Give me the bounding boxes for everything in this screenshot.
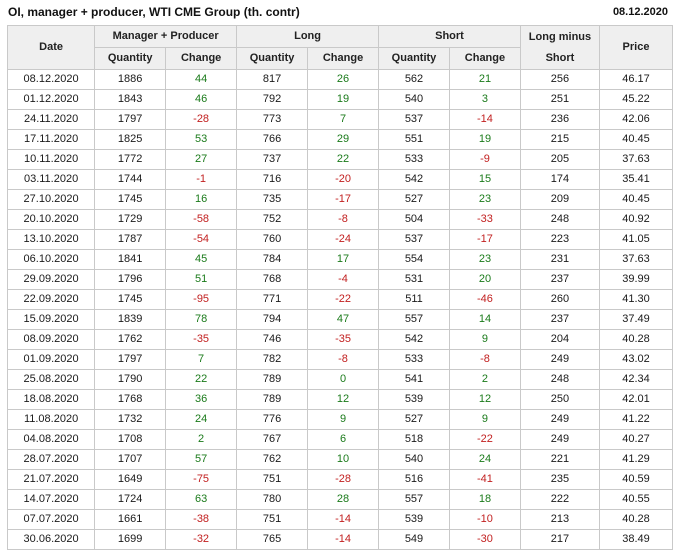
cell-long-minus-short: 222 <box>520 490 599 510</box>
cell-date: 18.08.2020 <box>8 390 95 410</box>
cell-price: 37.63 <box>600 150 673 170</box>
cell-short-change: 23 <box>449 250 520 270</box>
cell-short-quantity: 516 <box>379 470 450 490</box>
cell-long-quantity: 789 <box>237 370 308 390</box>
cell-long-quantity: 792 <box>237 90 308 110</box>
cell-long-quantity: 773 <box>237 110 308 130</box>
table-group-header-row <box>8 26 673 48</box>
cell-mp-change: -75 <box>166 470 237 490</box>
cell-long-change: -14 <box>308 530 379 550</box>
cell-long-quantity: 784 <box>237 250 308 270</box>
cell-short-quantity: 504 <box>379 210 450 230</box>
cell-date: 15.09.2020 <box>8 310 95 330</box>
cell-short-quantity: 540 <box>379 450 450 470</box>
cell-short-quantity: 540 <box>379 90 450 110</box>
cell-long-quantity: 746 <box>237 330 308 350</box>
cell-short-change: -33 <box>449 210 520 230</box>
cell-mp-quantity: 1649 <box>95 470 166 490</box>
cell-mp-quantity: 1745 <box>95 190 166 210</box>
cell-short-quantity: 531 <box>379 270 450 290</box>
column-header-long-minus-short: Long minus Short <box>520 26 599 70</box>
table-row <box>8 470 673 490</box>
cell-short-change: 9 <box>449 330 520 350</box>
cell-long-minus-short: 250 <box>520 390 599 410</box>
cell-long-change: -8 <box>308 210 379 230</box>
cell-long-change: 12 <box>308 390 379 410</box>
cell-mp-quantity: 1744 <box>95 170 166 190</box>
table-row <box>8 510 673 530</box>
cell-short-quantity: 533 <box>379 150 450 170</box>
cell-long-quantity: 751 <box>237 470 308 490</box>
cell-price: 42.01 <box>600 390 673 410</box>
cell-mp-quantity: 1886 <box>95 70 166 90</box>
cell-price: 40.92 <box>600 210 673 230</box>
table-row <box>8 190 673 210</box>
cell-long-quantity: 771 <box>237 290 308 310</box>
cell-price: 39.99 <box>600 270 673 290</box>
cell-mp-change: -28 <box>166 110 237 130</box>
column-group-manager-producer: Manager + Producer <box>95 26 237 48</box>
cell-long-quantity: 752 <box>237 210 308 230</box>
cell-mp-quantity: 1787 <box>95 230 166 250</box>
cell-mp-change: 36 <box>166 390 237 410</box>
cell-date: 22.09.2020 <box>8 290 95 310</box>
cell-long-change: -14 <box>308 510 379 530</box>
column-header-date: Date <box>8 26 95 70</box>
cell-long-change: 28 <box>308 490 379 510</box>
cell-mp-change: 22 <box>166 370 237 390</box>
cell-date: 01.09.2020 <box>8 350 95 370</box>
table-row <box>8 130 673 150</box>
cell-mp-quantity: 1796 <box>95 270 166 290</box>
cell-long-minus-short: 217 <box>520 530 599 550</box>
cell-long-minus-short: 213 <box>520 510 599 530</box>
cell-mp-change: 7 <box>166 350 237 370</box>
cell-short-quantity: 549 <box>379 530 450 550</box>
cell-long-quantity: 789 <box>237 390 308 410</box>
cell-long-minus-short: 260 <box>520 290 599 310</box>
cell-mp-change: 53 <box>166 130 237 150</box>
cell-short-change: -30 <box>449 530 520 550</box>
cell-long-minus-short: 221 <box>520 450 599 470</box>
cell-mp-quantity: 1661 <box>95 510 166 530</box>
cell-short-change: 23 <box>449 190 520 210</box>
cell-mp-quantity: 1732 <box>95 410 166 430</box>
cell-date: 07.07.2020 <box>8 510 95 530</box>
table-row <box>8 290 673 310</box>
cell-short-change: 24 <box>449 450 520 470</box>
cell-mp-change: 63 <box>166 490 237 510</box>
cell-long-change: -35 <box>308 330 379 350</box>
cell-mp-change: 57 <box>166 450 237 470</box>
cell-short-quantity: 533 <box>379 350 450 370</box>
cell-long-quantity: 760 <box>237 230 308 250</box>
cell-short-quantity: 541 <box>379 370 450 390</box>
cell-date: 08.12.2020 <box>8 70 95 90</box>
table-row <box>8 490 673 510</box>
cell-date: 17.11.2020 <box>8 130 95 150</box>
column-group-long: Long <box>237 26 379 48</box>
cell-short-change: 2 <box>449 370 520 390</box>
cell-long-change: 26 <box>308 70 379 90</box>
cell-long-minus-short: 205 <box>520 150 599 170</box>
column-header-mp-quantity: Quantity <box>95 48 166 70</box>
cell-short-change: 21 <box>449 70 520 90</box>
column-header-price: Price <box>600 26 673 70</box>
cell-long-change: 19 <box>308 90 379 110</box>
cell-date: 21.07.2020 <box>8 470 95 490</box>
table-row <box>8 170 673 190</box>
column-header-long-quantity: Quantity <box>237 48 308 70</box>
cell-mp-quantity: 1768 <box>95 390 166 410</box>
cell-mp-quantity: 1825 <box>95 130 166 150</box>
cell-date: 25.08.2020 <box>8 370 95 390</box>
cell-price: 40.27 <box>600 430 673 450</box>
table-row <box>8 410 673 430</box>
cell-price: 41.05 <box>600 230 673 250</box>
cell-long-minus-short: 235 <box>520 470 599 490</box>
table-row <box>8 330 673 350</box>
cell-short-quantity: 527 <box>379 410 450 430</box>
cell-long-quantity: 751 <box>237 510 308 530</box>
cell-date: 08.09.2020 <box>8 330 95 350</box>
cell-long-change: -24 <box>308 230 379 250</box>
cell-short-change: 20 <box>449 270 520 290</box>
cell-date: 10.11.2020 <box>8 150 95 170</box>
page-title: OI, manager + producer, WTI CME Group (th. contr) <box>8 5 300 19</box>
cell-long-minus-short: 249 <box>520 410 599 430</box>
cell-short-quantity: 539 <box>379 510 450 530</box>
cell-short-change: 9 <box>449 410 520 430</box>
cell-long-change: 10 <box>308 450 379 470</box>
cell-date: 13.10.2020 <box>8 230 95 250</box>
cell-price: 40.59 <box>600 470 673 490</box>
cell-mp-quantity: 1699 <box>95 530 166 550</box>
cell-price: 38.49 <box>600 530 673 550</box>
cell-long-change: -20 <box>308 170 379 190</box>
cell-long-minus-short: 223 <box>520 230 599 250</box>
cell-price: 43.02 <box>600 350 673 370</box>
cell-long-change: 22 <box>308 150 379 170</box>
column-header-short-quantity: Quantity <box>379 48 450 70</box>
cell-mp-change: 45 <box>166 250 237 270</box>
cell-long-change: -22 <box>308 290 379 310</box>
table-header <box>8 26 673 70</box>
cell-mp-quantity: 1729 <box>95 210 166 230</box>
table-row <box>8 90 673 110</box>
column-header-short-change: Change <box>449 48 520 70</box>
cell-long-change: 47 <box>308 310 379 330</box>
cell-price: 41.22 <box>600 410 673 430</box>
cell-short-change: -8 <box>449 350 520 370</box>
cell-short-change: -41 <box>449 470 520 490</box>
cell-long-change: 29 <box>308 130 379 150</box>
cell-date: 04.08.2020 <box>8 430 95 450</box>
cell-long-minus-short: 249 <box>520 350 599 370</box>
cell-mp-change: -95 <box>166 290 237 310</box>
cell-date: 03.11.2020 <box>8 170 95 190</box>
cell-mp-change: 16 <box>166 190 237 210</box>
cell-short-quantity: 518 <box>379 430 450 450</box>
cell-long-quantity: 765 <box>237 530 308 550</box>
cell-short-change: -14 <box>449 110 520 130</box>
cell-mp-change: -32 <box>166 530 237 550</box>
cell-date: 29.09.2020 <box>8 270 95 290</box>
cell-long-minus-short: 251 <box>520 90 599 110</box>
cell-long-change: 0 <box>308 370 379 390</box>
cell-price: 41.30 <box>600 290 673 310</box>
cell-long-quantity: 794 <box>237 310 308 330</box>
cell-mp-change: 51 <box>166 270 237 290</box>
cell-long-quantity: 766 <box>237 130 308 150</box>
cell-price: 40.28 <box>600 510 673 530</box>
cell-date: 27.10.2020 <box>8 190 95 210</box>
cell-short-quantity: 562 <box>379 70 450 90</box>
table-row <box>8 270 673 290</box>
cell-date: 28.07.2020 <box>8 450 95 470</box>
cell-long-minus-short: 248 <box>520 210 599 230</box>
column-group-short: Short <box>379 26 521 48</box>
cell-short-quantity: 542 <box>379 170 450 190</box>
cell-price: 42.34 <box>600 370 673 390</box>
cell-date: 01.12.2020 <box>8 90 95 110</box>
cell-long-quantity: 782 <box>237 350 308 370</box>
cell-mp-change: -35 <box>166 330 237 350</box>
cell-date: 24.11.2020 <box>8 110 95 130</box>
cell-price: 40.55 <box>600 490 673 510</box>
cell-mp-change: 24 <box>166 410 237 430</box>
table-body <box>8 70 673 550</box>
report-header <box>0 0 680 25</box>
cell-price: 46.17 <box>600 70 673 90</box>
cell-long-change: 7 <box>308 110 379 130</box>
cell-short-change: -22 <box>449 430 520 450</box>
cell-mp-change: 27 <box>166 150 237 170</box>
column-header-long-change: Change <box>308 48 379 70</box>
cell-long-minus-short: 231 <box>520 250 599 270</box>
cell-long-minus-short: 237 <box>520 270 599 290</box>
cell-long-change: 6 <box>308 430 379 450</box>
cell-long-quantity: 767 <box>237 430 308 450</box>
cell-date: 11.08.2020 <box>8 410 95 430</box>
cell-long-minus-short: 215 <box>520 130 599 150</box>
cell-price: 40.45 <box>600 190 673 210</box>
cell-long-minus-short: 204 <box>520 330 599 350</box>
cell-long-minus-short: 237 <box>520 310 599 330</box>
cell-short-quantity: 537 <box>379 110 450 130</box>
cell-mp-quantity: 1707 <box>95 450 166 470</box>
cell-mp-quantity: 1839 <box>95 310 166 330</box>
cell-short-quantity: 554 <box>379 250 450 270</box>
cell-short-change: 18 <box>449 490 520 510</box>
cell-price: 40.45 <box>600 130 673 150</box>
cell-long-change: 17 <box>308 250 379 270</box>
table-row <box>8 310 673 330</box>
column-header-mp-change: Change <box>166 48 237 70</box>
oi-table <box>7 25 673 550</box>
cell-mp-change: 46 <box>166 90 237 110</box>
table-row <box>8 530 673 550</box>
table-row <box>8 70 673 90</box>
table-row <box>8 350 673 370</box>
table-row <box>8 450 673 470</box>
cell-short-quantity: 539 <box>379 390 450 410</box>
cell-long-minus-short: 249 <box>520 430 599 450</box>
cell-long-minus-short: 248 <box>520 370 599 390</box>
cell-mp-quantity: 1797 <box>95 110 166 130</box>
cell-short-change: 3 <box>449 90 520 110</box>
cell-mp-change: 44 <box>166 70 237 90</box>
cell-mp-quantity: 1745 <box>95 290 166 310</box>
cell-long-quantity: 780 <box>237 490 308 510</box>
cell-date: 20.10.2020 <box>8 210 95 230</box>
cell-date: 30.06.2020 <box>8 530 95 550</box>
cell-date: 14.07.2020 <box>8 490 95 510</box>
cell-short-quantity: 557 <box>379 490 450 510</box>
cell-mp-quantity: 1843 <box>95 90 166 110</box>
cell-mp-quantity: 1762 <box>95 330 166 350</box>
cell-price: 42.06 <box>600 110 673 130</box>
cell-price: 37.49 <box>600 310 673 330</box>
cell-short-quantity: 527 <box>379 190 450 210</box>
cell-short-quantity: 557 <box>379 310 450 330</box>
cell-short-change: 19 <box>449 130 520 150</box>
table-row <box>8 430 673 450</box>
cell-long-change: -8 <box>308 350 379 370</box>
cell-price: 41.29 <box>600 450 673 470</box>
cell-long-change: -4 <box>308 270 379 290</box>
cell-short-change: -9 <box>449 150 520 170</box>
cell-long-change: -28 <box>308 470 379 490</box>
cell-long-quantity: 737 <box>237 150 308 170</box>
table-row <box>8 110 673 130</box>
cell-long-change: -17 <box>308 190 379 210</box>
cell-long-minus-short: 236 <box>520 110 599 130</box>
cell-long-quantity: 762 <box>237 450 308 470</box>
cell-short-quantity: 537 <box>379 230 450 250</box>
cell-short-quantity: 542 <box>379 330 450 350</box>
cell-long-minus-short: 209 <box>520 190 599 210</box>
cell-mp-quantity: 1841 <box>95 250 166 270</box>
cell-short-change: -46 <box>449 290 520 310</box>
cell-long-minus-short: 256 <box>520 70 599 90</box>
cell-long-quantity: 817 <box>237 70 308 90</box>
cell-mp-quantity: 1797 <box>95 350 166 370</box>
cell-short-change: 12 <box>449 390 520 410</box>
cell-short-quantity: 551 <box>379 130 450 150</box>
cell-short-quantity: 511 <box>379 290 450 310</box>
cell-long-quantity: 768 <box>237 270 308 290</box>
cell-price: 35.41 <box>600 170 673 190</box>
cell-short-change: -17 <box>449 230 520 250</box>
cell-long-minus-short: 174 <box>520 170 599 190</box>
table-row <box>8 150 673 170</box>
table-row <box>8 250 673 270</box>
cell-mp-change: -54 <box>166 230 237 250</box>
cell-price: 37.63 <box>600 250 673 270</box>
cell-price: 45.22 <box>600 90 673 110</box>
cell-mp-change: -1 <box>166 170 237 190</box>
cell-mp-change: 78 <box>166 310 237 330</box>
cell-mp-change: -58 <box>166 210 237 230</box>
table-row <box>8 230 673 250</box>
cell-long-quantity: 735 <box>237 190 308 210</box>
cell-mp-quantity: 1708 <box>95 430 166 450</box>
cell-price: 40.28 <box>600 330 673 350</box>
cell-date: 06.10.2020 <box>8 250 95 270</box>
cell-mp-change: -38 <box>166 510 237 530</box>
cell-long-change: 9 <box>308 410 379 430</box>
cell-mp-change: 2 <box>166 430 237 450</box>
table-row <box>8 370 673 390</box>
cell-long-quantity: 716 <box>237 170 308 190</box>
cell-mp-quantity: 1772 <box>95 150 166 170</box>
table-row <box>8 390 673 410</box>
cell-long-quantity: 776 <box>237 410 308 430</box>
table-row <box>8 210 673 230</box>
cell-short-change: -10 <box>449 510 520 530</box>
cell-short-change: 15 <box>449 170 520 190</box>
report-date: 08.12.2020 <box>612 6 668 18</box>
cell-short-change: 14 <box>449 310 520 330</box>
cell-mp-quantity: 1724 <box>95 490 166 510</box>
cell-mp-quantity: 1790 <box>95 370 166 390</box>
